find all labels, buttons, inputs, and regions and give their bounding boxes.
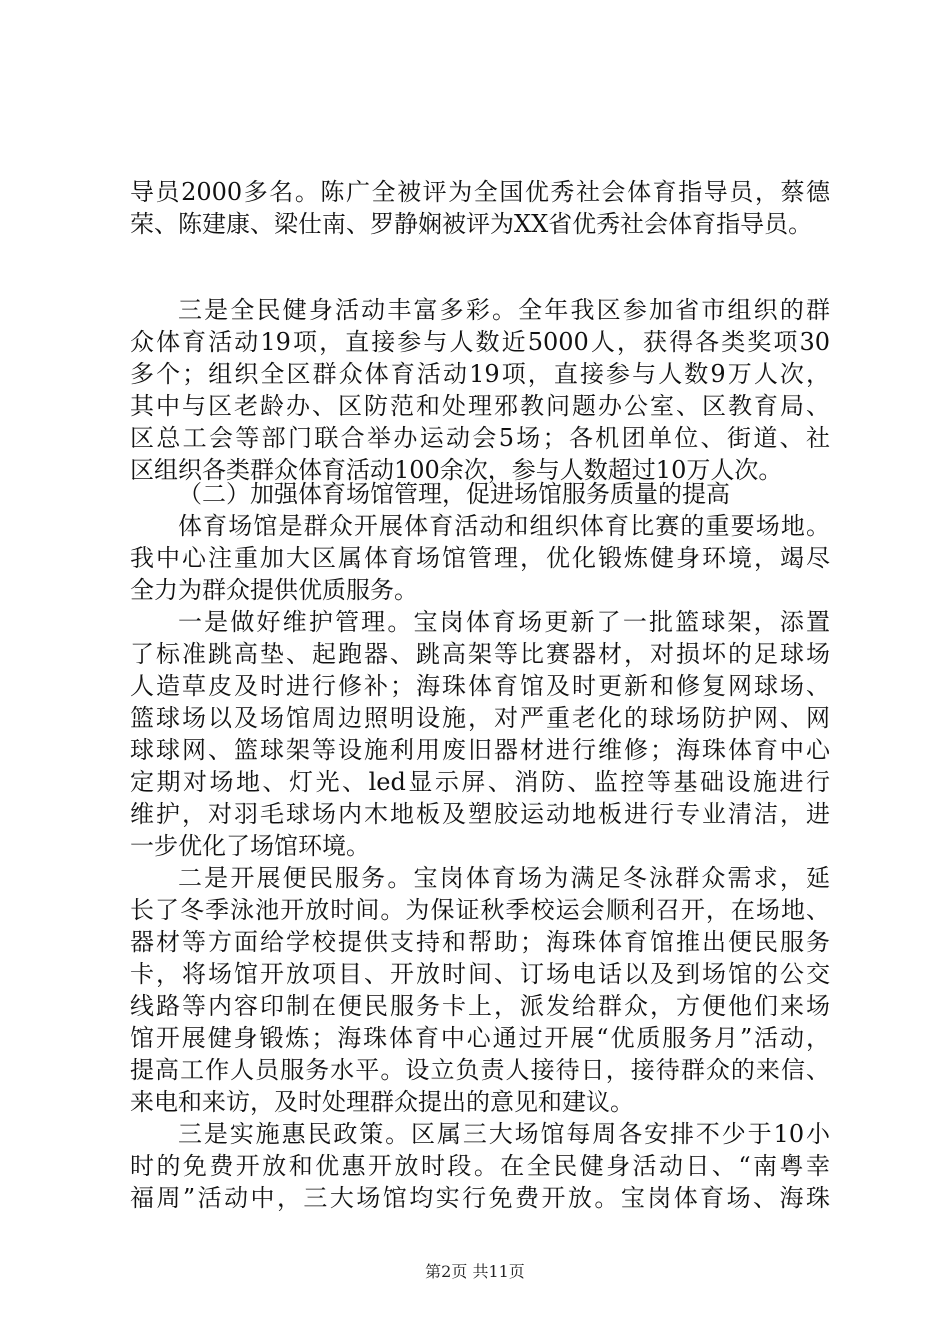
text-line: 器材等方面给学校提供支持和帮助；海珠体育馆推出便民服务 (130, 928, 830, 956)
text-line: 了标准跳高垫、起跑器、跳高架等比赛器材，对损坏的足球场 (130, 640, 830, 668)
paragraph-fitness-activities (130, 294, 830, 486)
text-line: 导员2000多名。陈广全被评为全国优秀社会体育指导员，蔡德 (130, 178, 830, 206)
text-line: 三是实施惠民政策。区属三大场馆每周各安排不少于10小 (178, 1120, 830, 1148)
text-line: 我中心注重加大区属体育场馆管理，优化锻炼健身环境，竭尽 (130, 544, 830, 572)
text-line: 区组织各类群众体育活动100余次，参与人数超过10万人次。 (130, 456, 783, 484)
text-line: 球球网、篮球架等设施利用废旧器材进行维修；海珠体育中心 (130, 736, 830, 764)
text-line: 福周”活动中，三大场馆均实行免费开放。宝岗体育场、海珠 (130, 1184, 830, 1212)
section-heading: （二）加强体育场馆管理，促进场馆服务质量的提高 (178, 480, 730, 508)
text-line: 卡，将场馆开放项目、开放时间、订场电话以及到场馆的公交 (130, 960, 830, 988)
text-line: 二是开展便民服务。宝岗体育场为满足冬泳群众需求，延 (178, 864, 830, 892)
text-line: 多个；组织全区群众体育活动19项，直接参与人数9万人次， (130, 360, 830, 388)
text-line: 维护，对羽毛球场内木地板及塑胶运动地板进行专业清洁，进 (130, 800, 830, 828)
text-line: 荣、陈建康、梁仕南、罗静娴被评为XX省优秀社会体育指导员。 (130, 210, 813, 238)
page-footer: 第2页 共11页 (425, 1262, 525, 1281)
text-line: 区总工会等部门联合举办运动会5场；各机团单位、街道、社 (130, 424, 830, 452)
text-line: 众体育活动19项，直接参与人数近5000人，获得各类奖项30 (130, 328, 830, 356)
text-line: 一是做好维护管理。宝岗体育场更新了一批篮球架，添置 (178, 608, 830, 636)
text-line: 线路等内容印制在便民服务卡上，派发给群众，方便他们来场 (130, 992, 830, 1020)
text-line: 来电和来访，及时处理群众提出的意见和建议。 (130, 1088, 634, 1116)
text-line: 时的免费开放和优惠开放时段。在全民健身活动日、“南粤幸 (130, 1152, 830, 1180)
text-line: 定期对场地、灯光、led显示屏、消防、监控等基础设施进行 (130, 768, 830, 796)
text-line: 馆开展健身锻炼；海珠体育中心通过开展“优质服务月”活动， (130, 1024, 830, 1052)
text-line: 三是全民健身活动丰富多彩。全年我区参加省市组织的群 (178, 296, 830, 324)
text-line: 人造草皮及时进行修补；海珠体育馆及时更新和修复网球场、 (130, 672, 830, 700)
text-line: 长了冬季泳池开放时间。为保证秋季校运会顺利召开，在场地、 (130, 896, 830, 924)
text-line: 一步优化了场馆环境。 (130, 832, 370, 860)
text-line: 全力为群众提供优质服务。 (130, 576, 418, 604)
section-venue-management (130, 478, 830, 1214)
text-line: 提高工作人员服务水平。设立负责人接待日，接待群众的来信、 (130, 1056, 830, 1084)
text-line: 体育场馆是群众开展体育活动和组织体育比赛的重要场地。 (178, 512, 830, 540)
paragraph-coaches (130, 176, 830, 240)
text-line: 篮球场以及场馆周边照明设施，对严重老化的球场防护网、网 (130, 704, 830, 732)
text-line: 其中与区老龄办、区防范和处理邪教问题办公室、区教育局、 (130, 392, 830, 420)
